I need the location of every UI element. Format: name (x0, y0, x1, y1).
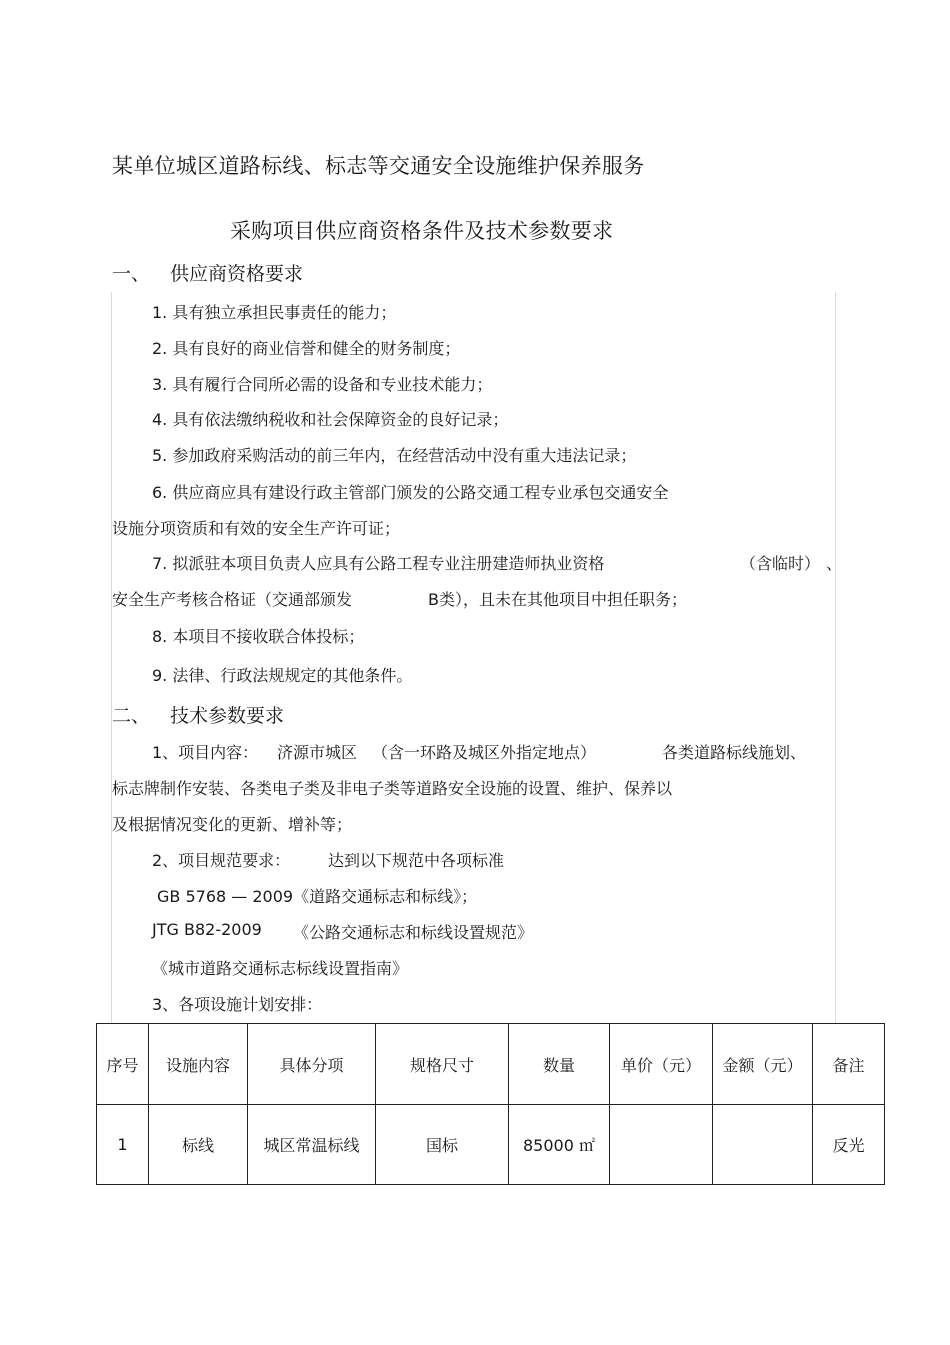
project-location: 济源市城区 (277, 743, 358, 762)
header-qty: 数量 (509, 1024, 610, 1105)
spec-requirement-text: 达到以下规范中各项标准 (328, 851, 505, 870)
project-content-label: 1、项目内容： (152, 743, 259, 762)
table-header-row (97, 1024, 885, 1105)
project-content-cont1: 标志牌制作安装、各类电子类及非电子类等道路安全设施的设置、维护、保养以 (112, 779, 673, 798)
spec-requirement-label: 2、项目规范要求： (152, 851, 291, 870)
facility-plan-label: 3、各项设施计划安排： (152, 995, 323, 1014)
qualification-item-4: 4. 具有依法缴纳税收和社会保障资金的良好记录； (152, 410, 509, 429)
qualification-item-7: 7. 拟派驻本项目负责人应具有公路工程专业注册建造师执业资格 (152, 554, 605, 573)
facility-plan-table (96, 1023, 885, 1185)
header-content: 设施内容 (149, 1024, 248, 1105)
header-note: 备注 (813, 1024, 885, 1105)
header-item: 具体分项 (248, 1024, 376, 1105)
section1-number: 一、 (112, 263, 151, 285)
cell-content: 标线 (149, 1105, 248, 1185)
qualification-item-7-cont: 安全生产考核合格证（交通部颁发 (112, 590, 353, 609)
project-location-note: （含一环路及城区外指定地点） (372, 743, 597, 762)
section2-heading: 技术参数要求 (170, 705, 285, 727)
qualification-item-3: 3. 具有履行合同所必需的设备和专业技术能力； (152, 375, 493, 394)
qualification-item-9: 9. 法律、行政法规规定的其他条件。 (152, 666, 413, 685)
header-unit-price: 单价（元） (610, 1024, 713, 1105)
document-subtitle: 采购项目供应商资格条件及技术参数要求 (230, 219, 614, 243)
standard-gb5768: GB 5768 — 2009《道路交通标志和标线》； (157, 887, 478, 906)
header-no: 序号 (97, 1024, 149, 1105)
table-row (97, 1105, 885, 1185)
standard-city-guide: 《城市道路交通标志标线设置指南》 (152, 959, 409, 978)
cell-spec: 国标 (376, 1105, 509, 1185)
standard-jtg-title: 《公路交通标志和标线设置规范》 (293, 923, 534, 942)
header-spec: 规格尺寸 (376, 1024, 509, 1105)
frame-right-line (835, 292, 836, 1024)
qualification-item-6: 6. 供应商应具有建设行政主管部门颁发的公路交通工程专业承包交通安全 (152, 483, 669, 502)
cell-amount (713, 1105, 813, 1185)
cell-note: 反光 (813, 1105, 885, 1185)
qualification-item-7-sep: 、 (826, 554, 843, 573)
qualification-item-1: 1. 具有独立承担民事责任的能力； (152, 303, 397, 322)
qualification-item-5: 5. 参加政府采购活动的前三年内，在经营活动中没有重大违法记录； (152, 446, 637, 465)
cell-qty: 85000 ㎡ (509, 1105, 610, 1185)
cell-item: 城区常温标线 (248, 1105, 376, 1185)
project-content-text: 各类道路标线施划、 (662, 743, 807, 762)
qualification-item-6-cont: 设施分项资质和有效的安全生产许可证； (112, 519, 401, 538)
qualification-item-2: 2. 具有良好的商业信誉和健全的财务制度； (152, 339, 461, 358)
header-amount: 金额（元） (713, 1024, 813, 1105)
qualification-item-7-cont2: B类），且未在其他项目中担任职务； (428, 590, 687, 609)
qualification-item-7-note: （含临时） (740, 554, 821, 573)
standard-jtg-code: JTG B82-2009 (152, 920, 262, 939)
cell-no: 1 (97, 1105, 149, 1185)
frame-left-line (111, 292, 112, 1024)
section2-number: 二、 (112, 705, 151, 727)
cell-unit-price (610, 1105, 713, 1185)
qualification-item-8: 8. 本项目不接收联合体投标； (152, 627, 365, 646)
project-content-cont2: 及根据情况变化的更新、增补等； (112, 815, 353, 834)
section1-heading: 供应商资格要求 (170, 263, 304, 285)
document-title: 某单位城区道路标线、标志等交通安全设施维护保养服务 (112, 154, 645, 178)
